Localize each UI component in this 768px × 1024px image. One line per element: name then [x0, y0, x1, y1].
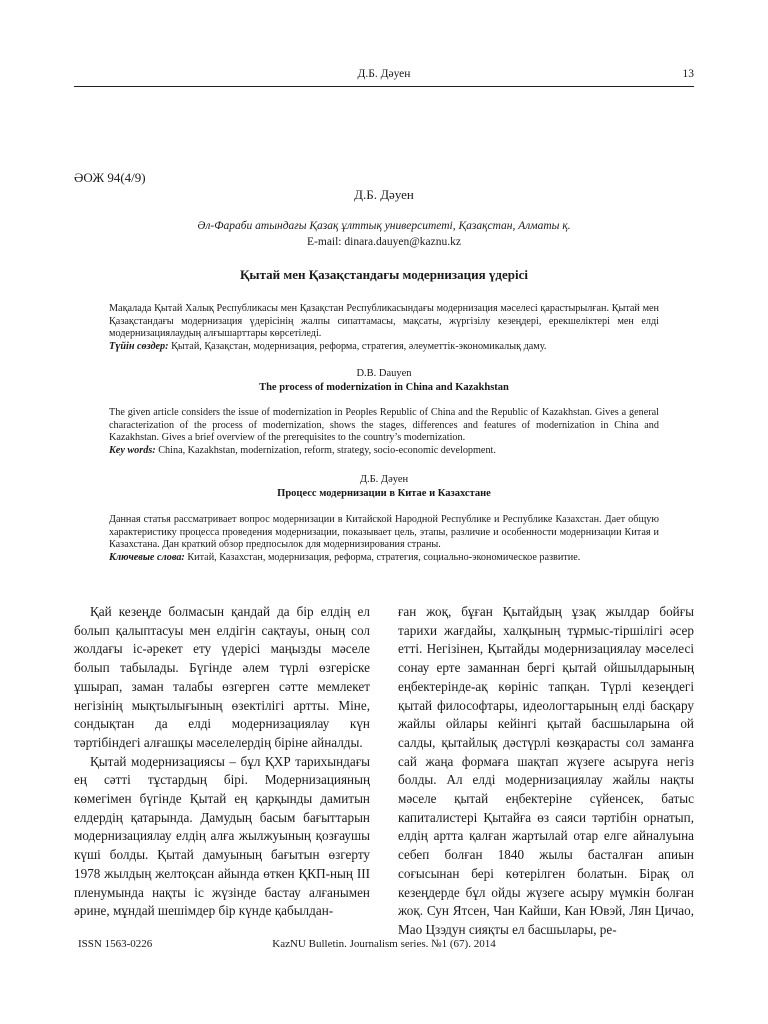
article-title-en: The process of modernization in China and Kazakhstan [259, 382, 509, 393]
keywords-kz: Қытай, Қазақстан, модернизация, реформа, стратегия, әлеуметтік-экономикалық даму. [168, 340, 547, 352]
keywords-ru-label: Ключевые слова: [109, 551, 185, 563]
keywords-en-label: Key words: [109, 444, 156, 456]
body-paragraph: Қай кезеңде болмасын қандай да бір елдің ел болып қалыптасуы мен елдігін сақтауы, оның сол жолдағы іс-әрекет ету үдерісі маңызды мәселе болып табылады. Бүгінде әлем түрлі өзгеріске ұшырап, заман талабы өзгерген сәтте мемлекет негізінің мықтылығының өзектілігі артты. Міне, сондықтан да елді модернизациялау күн тәртібіндегі алғашқы мәселелердің біріне айналды. [74, 604, 370, 750]
abstract-en [109, 407, 659, 457]
article-title-ru: Процесс модернизации в Китае и Казахстане [277, 488, 491, 499]
author-ru: Д.Б. Дәуен [359, 474, 409, 485]
article-author: Д.Б. Дәуен [354, 187, 414, 202]
abstract-en-text: The given article considers the issue of modernization in Peoples Republic of China and the Republic of Kazakhstan. Gives a general characterization of the process of modernization, shows the stages, differences and features of modernization in China and Kazakhstan. Gives a brief overview of the prerequisites to the country’s modernization. [109, 407, 659, 444]
body-paragraph: Қытай модернизациясы – бұл ҚХР тарихындағы ең сәтті тұстардың бірі. Модернизацияның көмегімен бүгінде Қытай ең қарқынды дамитын елдердің қатарында. Дамудың басым бағыттарын модернизациялау елдің алға жылжуының қозғаушы күші болды. Қытай дамуының бағытын өзгерту 1978 жылдың желтоқсан айында өткен ҚКП-ның ІІІ пленумында нақты іс жүзінде бастау алғанымен әрине, мұндай шешімдер бір күнде қабылдан- [74, 753, 370, 919]
header-author: Д.Б. Дәуен [357, 68, 411, 80]
udc-code: ӘОЖ 94(4/9) [74, 170, 146, 185]
keywords-ru: Китай, Казахстан, модернизация, реформа, стратегия, социально-экономическое развитие. [184, 551, 581, 563]
abstract-kz-text: Мақалада Қытай Халық Республикасы мен Қазақстан Республикасындағы модернизация мәселесі қарастырылған. Қытай мен Қазақстандағы модернизация үдерісінің жалпы сипаттамасы, мақсаты, жүргізілу кезеңдері, ерекшеліктері мен елді модернизациялаудың алғышарттары көрсетіледі. [109, 303, 659, 340]
keywords-en: China, Kazakhstan, modernization, reform, strategy, socio-economic development. [155, 444, 496, 456]
author-en: D.B. Dauyen [356, 368, 412, 379]
affiliation: Әл-Фараби атындағы Қазақ ұлттық университеті, Қазақстан, Алматы қ. [197, 220, 571, 232]
body-paragraph: ған жоқ, бұған Қытайдың ұзақ жылдар бойғы тарихи жағдайы, халқының тұрмыс-тіршілігі әсер етті. Негізінен, Қытайды модернизациялау мәселесі сонау ерте заманнан бергі қытай ойшылдарының еңбектерінде-ақ көрініс тапқан. Түрлі кезеңдегі қытай философтары, идеологтарының елді басқару жайлы ойлары кейінгі қытай басшыларына ой салды, қытайлық дәстүрлі көзқарасты сол заманға сай жаңа формаға шақтап жүзеге асыруға негіз болды. Ал елді модернизациялау жайлы нақты мәселе қытай еңбектеріне сүйенсек, батыс капиталистері Қытайға өз саяси тәртібін орнатып, елдің артта қалған жартылай отар елге айналуына себеп болған 1840 жылы басталған апиын соғысынан бері көтерілген болатын. Бірақ ол кезеңдерде бұл ойды жүзеге асыру мүмкін болған жоқ. Сун Ятсен, Чан Кайши, Кан Ювэй, Лян Цичао, Мао Цзэдун сияқты ел басшылары, ре- [398, 604, 694, 937]
author-email: E-mail: dinara.dauyen@kaznu.kz [307, 236, 461, 248]
article-title-kz: Қытай мен Қазақстандағы модернизация үдерісі [240, 267, 528, 282]
running-header [74, 66, 694, 87]
footer-issn: ISSN 1563-0226 [78, 938, 153, 950]
footer-journal: KazNU Bulletin. Journalism series. №1 (67). 2014 [272, 938, 496, 950]
keywords-kz-label: Түйін сөздер: [109, 340, 169, 352]
body-column-left [74, 603, 370, 921]
abstract-kz [109, 303, 659, 353]
page-number: 13 [682, 68, 694, 80]
body-column-right [398, 603, 694, 940]
abstract-ru [109, 514, 659, 564]
abstract-ru-text: Данная статья рассматривает вопрос модернизации в Китайской Народной Республике и Республике Казахстан. Дает общую характеристику процесса проведения модернизации, показывает цель, этапы, различие и особенности модернизации Китая и Казахстана. Дан краткий обзор предпосылок для модернизирования страны. [109, 514, 659, 551]
